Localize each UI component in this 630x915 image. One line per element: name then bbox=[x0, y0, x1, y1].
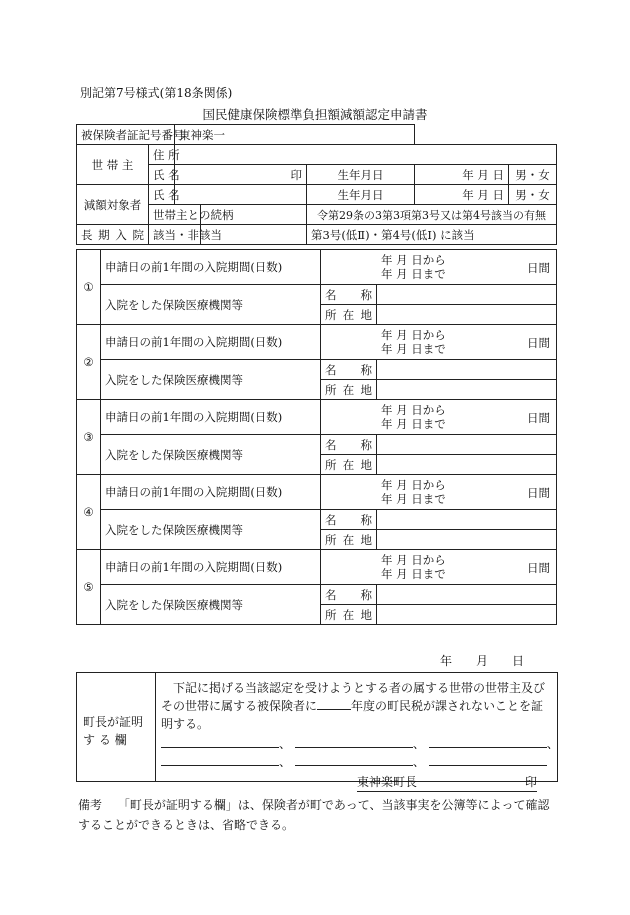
target-name-field[interactable] bbox=[175, 185, 307, 205]
form-reference: 別記第7号様式(第18条関係) bbox=[80, 86, 233, 100]
target-birth-label: 生年月日 bbox=[307, 185, 415, 205]
period-from: 年 月 日から bbox=[381, 328, 446, 342]
application-date[interactable]: 年 月 日 bbox=[440, 654, 525, 668]
institution-label: 入院をした保険医療機関等 bbox=[101, 435, 321, 475]
cert-label-line2: す る 欄 bbox=[83, 733, 127, 747]
period-to: 年 月 日まで bbox=[381, 567, 446, 581]
head-birth-field[interactable]: 年 月 日 bbox=[415, 165, 509, 185]
cert-label-line1: 町長が証明 bbox=[83, 715, 144, 729]
member-field-2[interactable] bbox=[295, 735, 413, 748]
applicability-label: 令第29条の3第3項第3号又は第4号該当の有無 bbox=[307, 205, 557, 225]
target-name-label: 氏 名 bbox=[149, 185, 175, 205]
period-from: 年 月 日から bbox=[381, 403, 446, 417]
certification-text: 下記に掲げる当該認定を受けようとする者の属する世帯の世帯主及びその世帯に属する被保険者に 年度の町民税が課されないことを証明する。 、 、 、 、 、 東神楽町長 印 bbox=[161, 679, 551, 792]
head-sex-field[interactable]: 男・女 bbox=[509, 165, 557, 185]
period-days: 日間 bbox=[527, 411, 550, 425]
institution-label: 入院をした保険医療機関等 bbox=[101, 510, 321, 550]
period-days: 日間 bbox=[527, 486, 550, 500]
reduction-target-label: 減額対象者 bbox=[77, 185, 149, 225]
certification-label bbox=[77, 673, 156, 781]
member-field-6[interactable] bbox=[429, 753, 547, 766]
institution-name-field[interactable] bbox=[377, 585, 557, 605]
institution-label: 入院をした保険医療機関等 bbox=[101, 285, 321, 325]
institution-location-label: 所 在 地 bbox=[321, 305, 377, 325]
period-to: 年 月 日まで bbox=[381, 342, 446, 356]
remarks-label: 備考 bbox=[78, 798, 103, 812]
institution-name-label: 名 称 bbox=[321, 285, 377, 305]
member-field-5[interactable] bbox=[295, 753, 413, 766]
address-field[interactable] bbox=[175, 145, 557, 165]
period-field[interactable] bbox=[321, 325, 557, 360]
period-to: 年 月 日まで bbox=[381, 492, 446, 506]
institution-name-label: 名 称 bbox=[321, 360, 377, 380]
mayor-seal: 印 bbox=[524, 775, 537, 789]
institution-location-label: 所 在 地 bbox=[321, 455, 377, 475]
head-name-label: 氏 名 bbox=[149, 165, 175, 185]
period-from: 年 月 日から bbox=[381, 253, 446, 267]
institution-name-label: 名 称 bbox=[321, 435, 377, 455]
insured-number-label: 被保険者証記号番号 bbox=[77, 125, 175, 145]
fiscal-year-field[interactable] bbox=[317, 697, 351, 710]
period-label: 申請日の前1年間の入院期間(日数) bbox=[101, 550, 321, 585]
period-field[interactable] bbox=[321, 400, 557, 435]
period-to: 年 月 日まで bbox=[381, 417, 446, 431]
period-from: 年 月 日から bbox=[381, 553, 446, 567]
institution-location-field[interactable] bbox=[377, 380, 557, 400]
period-field[interactable] bbox=[321, 550, 557, 585]
block-number: ⑤ bbox=[77, 550, 101, 625]
block-number: ③ bbox=[77, 400, 101, 475]
period-label: 申請日の前1年間の入院期間(日数) bbox=[101, 250, 321, 285]
remarks-text: 「町長が証明する欄」は、保険者が町であって、当該事実を公簿等によって確認することができるときは、省略できる。 bbox=[78, 798, 550, 832]
institution-name-label: 名 称 bbox=[321, 510, 377, 530]
period-field[interactable] bbox=[321, 475, 557, 510]
period-to: 年 月 日まで bbox=[381, 267, 446, 281]
institution-name-field[interactable] bbox=[377, 435, 557, 455]
period-label: 申請日の前1年間の入院期間(日数) bbox=[101, 325, 321, 360]
long-term-label: 長 期 入 院 bbox=[77, 225, 149, 245]
institution-location-field[interactable] bbox=[377, 530, 557, 550]
period-days: 日間 bbox=[527, 261, 550, 275]
address-label: 住 所 bbox=[149, 145, 175, 165]
member-field-3[interactable] bbox=[429, 735, 547, 748]
insured-number-value[interactable]: 東神楽一 bbox=[175, 125, 415, 145]
block-number: ④ bbox=[77, 475, 101, 550]
remarks bbox=[78, 795, 558, 835]
head-birth-label: 生年月日 bbox=[307, 165, 415, 185]
period-from: 年 月 日から bbox=[381, 478, 446, 492]
institution-name-label: 名 称 bbox=[321, 585, 377, 605]
period-field[interactable] bbox=[321, 250, 557, 285]
long-term-value[interactable]: 該当・非該当 bbox=[149, 225, 201, 245]
institution-name-field[interactable] bbox=[377, 510, 557, 530]
block-number: ② bbox=[77, 325, 101, 400]
block-number: ① bbox=[77, 250, 101, 325]
target-birth-field[interactable]: 年 月 日 bbox=[415, 185, 509, 205]
institution-label: 入院をした保険医療機関等 bbox=[101, 360, 321, 400]
head-name-field[interactable] bbox=[175, 165, 307, 185]
hospital-table bbox=[76, 249, 557, 625]
form-title: 国民健康保険標準負担額減額認定申請書 bbox=[202, 107, 428, 122]
institution-label: 入院をした保険医療機関等 bbox=[101, 585, 321, 625]
period-days: 日間 bbox=[527, 561, 550, 575]
institution-name-field[interactable] bbox=[377, 360, 557, 380]
member-field-1[interactable] bbox=[161, 735, 279, 748]
institution-location-field[interactable] bbox=[377, 455, 557, 475]
institution-location-field[interactable] bbox=[377, 305, 557, 325]
institution-location-field[interactable] bbox=[377, 605, 557, 625]
period-label: 申請日の前1年間の入院期間(日数) bbox=[101, 475, 321, 510]
institution-location-label: 所 在 地 bbox=[321, 380, 377, 400]
period-days: 日間 bbox=[527, 336, 550, 350]
mayor-signature: 東神楽町長 印 bbox=[357, 773, 537, 792]
seal-mark: 印 bbox=[290, 167, 302, 182]
member-field-4[interactable] bbox=[161, 753, 279, 766]
relation-label: 世帯主との続柄 bbox=[149, 205, 201, 225]
long-term-class[interactable]: 第3号(低Ⅱ)・第4号(低Ⅰ) に該当 bbox=[307, 225, 557, 245]
target-sex-field[interactable]: 男・女 bbox=[509, 185, 557, 205]
institution-location-label: 所 在 地 bbox=[321, 530, 377, 550]
applicant-table bbox=[76, 124, 557, 245]
period-label: 申請日の前1年間の入院期間(日数) bbox=[101, 400, 321, 435]
certification-box bbox=[76, 672, 559, 789]
household-head-label: 世 帯 主 bbox=[77, 145, 149, 185]
institution-name-field[interactable] bbox=[377, 285, 557, 305]
institution-location-label: 所 在 地 bbox=[321, 605, 377, 625]
